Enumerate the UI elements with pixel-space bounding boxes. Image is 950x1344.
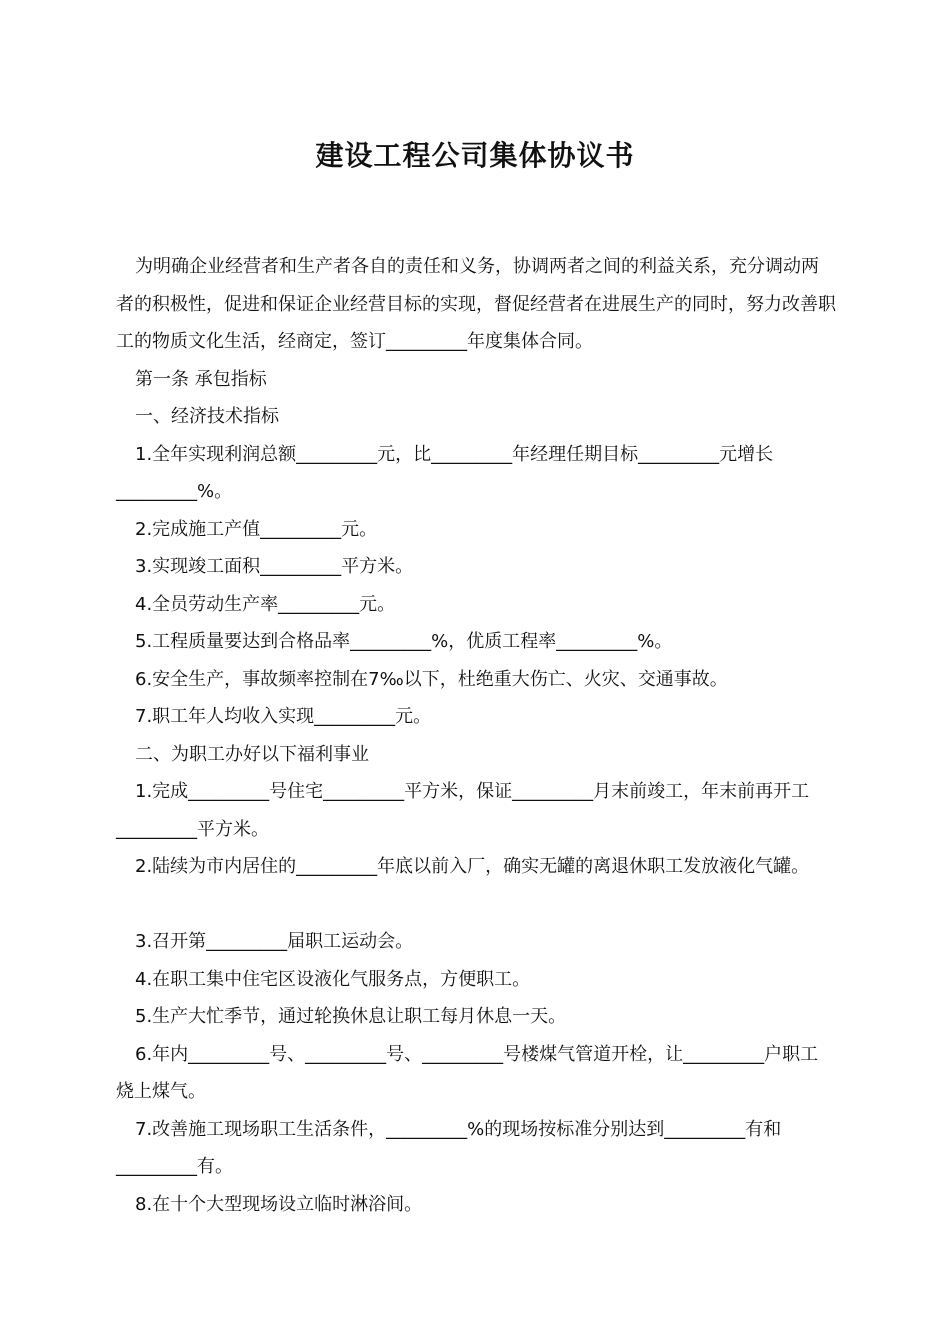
list-item: 3.实现竣工面积_________平方米。 — [135, 556, 414, 577]
list-item: 5.工程质量要达到合格品率_________%，优质工程率_________%。 — [135, 631, 673, 652]
section-heading-economic: 一、经济技术指标 — [135, 406, 279, 427]
list-item: 4.全员劳动生产率_________元。 — [135, 593, 396, 615]
blank-line — [116, 886, 836, 924]
list-item: 6.安全生产，事故频率控制在7‰以下，杜绝重大伤亡、火灾、交通事故。 — [135, 668, 728, 690]
article-heading: 第一条 承包指标 — [135, 368, 267, 390]
list-item: 7.职工年人均收入实现_________元。 — [135, 706, 432, 727]
list-item: 8.在十个大型现场设立临时淋浴间。 — [135, 1193, 423, 1215]
list-item: 4.在职工集中住宅区设液化气服务点，方便职工。 — [135, 968, 531, 990]
list-item: 1.完成_________号住宅_________平方米，保证_________月末前竣工，年末前再开工_________平方米。 — [116, 781, 810, 840]
section-heading-welfare: 二、为职工办好以下福利事业 — [135, 743, 369, 765]
intro-paragraph: 为明确企业经营者和生产者各自的责任和义务，协调两者之间的利益关系，充分调动两者的积极性，促进和保证企业经营目标的实现，督促经营者在进展生产的同时，努力改善职工的物质文化生活，经商定，签订_________年度集体合同。 — [116, 256, 836, 352]
list-item: 2.陆续为市内居住的_________年底以前入厂，确实无罐的离退休职工发放液化气罐。 — [135, 856, 810, 877]
list-item: 1.全年实现利润总额_________元，比_________年经理任期目标_________元增长_________%。 — [116, 443, 774, 502]
list-item: 2.完成施工产值_________元。 — [135, 518, 378, 540]
list-item: 6.年内_________号、_________号、_________号楼煤气管道开栓，让_________户职工烧上煤气。 — [116, 1043, 819, 1102]
list-item: 3.召开第_________届职工运动会。 — [135, 931, 414, 952]
list-item: 5.生产大忙季节，通过轮换休息让职工每月休息一天。 — [135, 1006, 567, 1027]
document-body — [116, 248, 836, 1223]
list-item: 7.改善施工现场职工生活条件，_________%的现场按标准分别达到_________有和_________有。 — [116, 1118, 782, 1177]
document-title: 建设工程公司集体协议书 — [315, 139, 635, 172]
